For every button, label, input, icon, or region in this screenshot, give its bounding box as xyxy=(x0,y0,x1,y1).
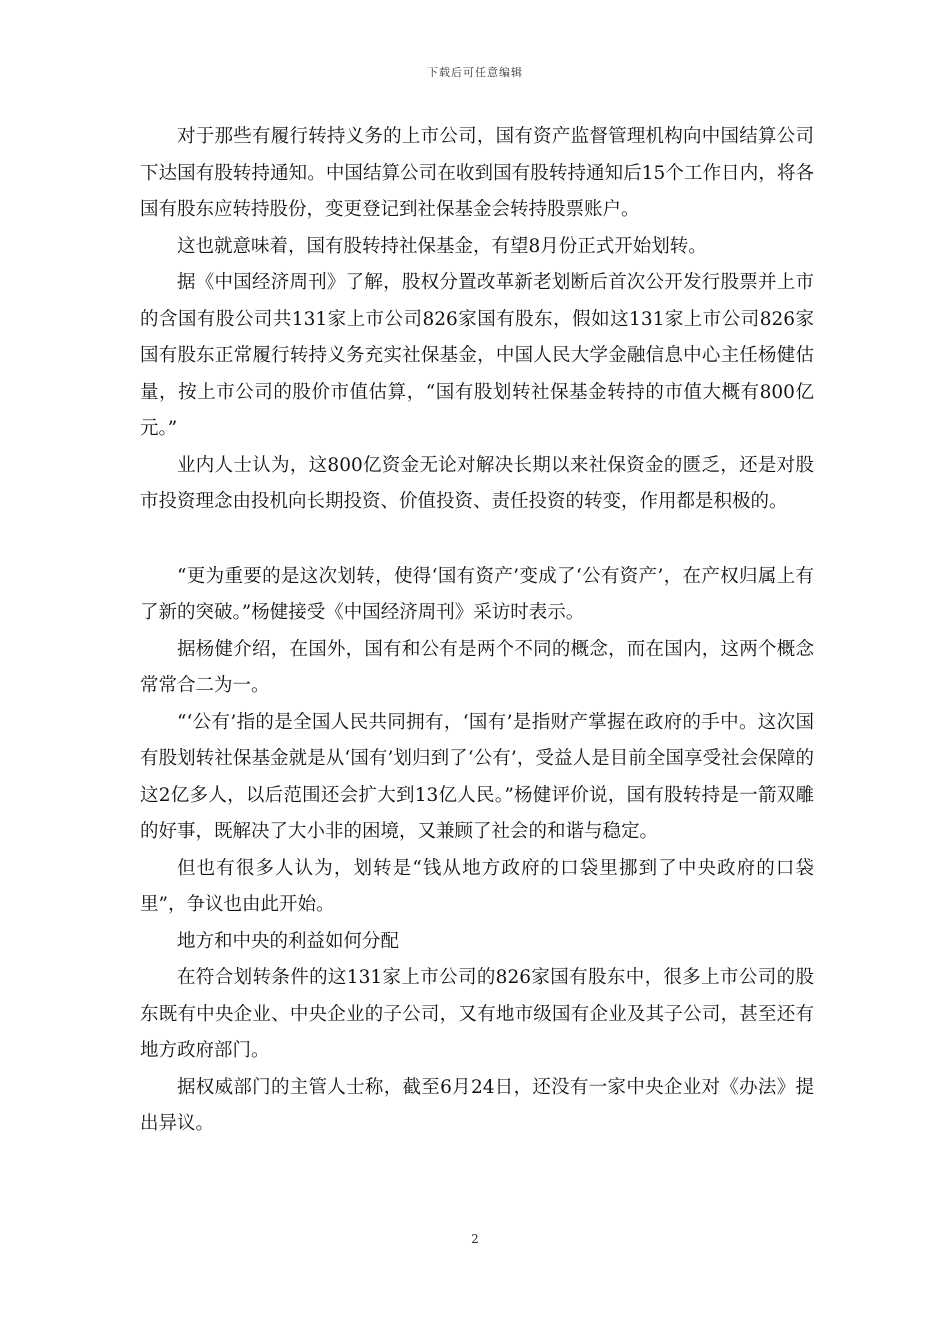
paragraph: 在符合划转条件的这131家上市公司的826家国有股东中，很多上市公司的股东既有中央企业、中央企业的子公司，又有地市级国有企业及其子公司，甚至还有地方政府部门。 xyxy=(140,967,814,1061)
document-body xyxy=(140,119,814,1143)
page-header: 下载后可任意编辑 xyxy=(427,66,523,79)
paragraph: 业内人士认为，这800亿资金无论对解决长期以来社保资金的匮乏，还是对股市投资理念由投机向长期投资、价值投资、责任投资的转变，作用都是积极的。 xyxy=(140,454,814,512)
paragraph: 对于那些有履行转持义务的上市公司，国有资产监督管理机构向中国结算公司下达国有股转持通知。中国结算公司在收到国有股转持通知后15个工作日内，将各国有股东应转持股份，变更登记到社保基金会转持股票账户。 xyxy=(140,126,814,220)
paragraph: “‘公有’指的是全国人民共同拥有，‘国有’是指财产掌握在政府的手中。这次国有股划转社保基金就是从‘国有’划归到了‘公有’，受益人是目前全国享受社会保障的这2亿多人，以后范围还会扩大到13亿人民。”杨健评价说，国有股转持是一箭双雕的好事，既解决了大小非的困境，又兼顾了社会的和谐与稳定。 xyxy=(140,711,814,842)
paragraph: 这也就意味着，国有股转持社保基金，有望8月份正式开始划转。 xyxy=(177,235,707,257)
page-number: 2 xyxy=(471,1232,479,1246)
section-heading: 地方和中央的利益如何分配 xyxy=(177,930,400,952)
paragraph: 但也有很多人认为，划转是“钱从地方政府的口袋里挪到了中央政府的口袋里”，争议也由此开始。 xyxy=(140,857,814,915)
paragraph: 据权威部门的主管人士称，截至6月24日，还没有一家中央企业对《办法》提出异议。 xyxy=(140,1076,814,1134)
paragraph: “更为重要的是这次划转，使得‘国有资产’变成了‘公有资产’，在产权归属上有了新的突破。”杨健接受《中国经济周刊》采访时表示。 xyxy=(140,565,814,623)
paragraph: 据《中国经济周刊》了解，股权分置改革新老划断后首次公开发行股票并上市的含国有股公司共131家上市公司826家国有股东，假如这131家上市公司826家国有股东正常履行转持义务充实社保基金，中国人民大学金融信息中心主任杨健估量，按上市公司的股价市值估算，“国有股划转社保基金转持的市值大概有800亿元。” xyxy=(140,272,814,439)
paragraph: 据杨健介绍，在国外，国有和公有是两个不同的概念，而在国内，这两个概念常常合二为一。 xyxy=(140,638,814,696)
